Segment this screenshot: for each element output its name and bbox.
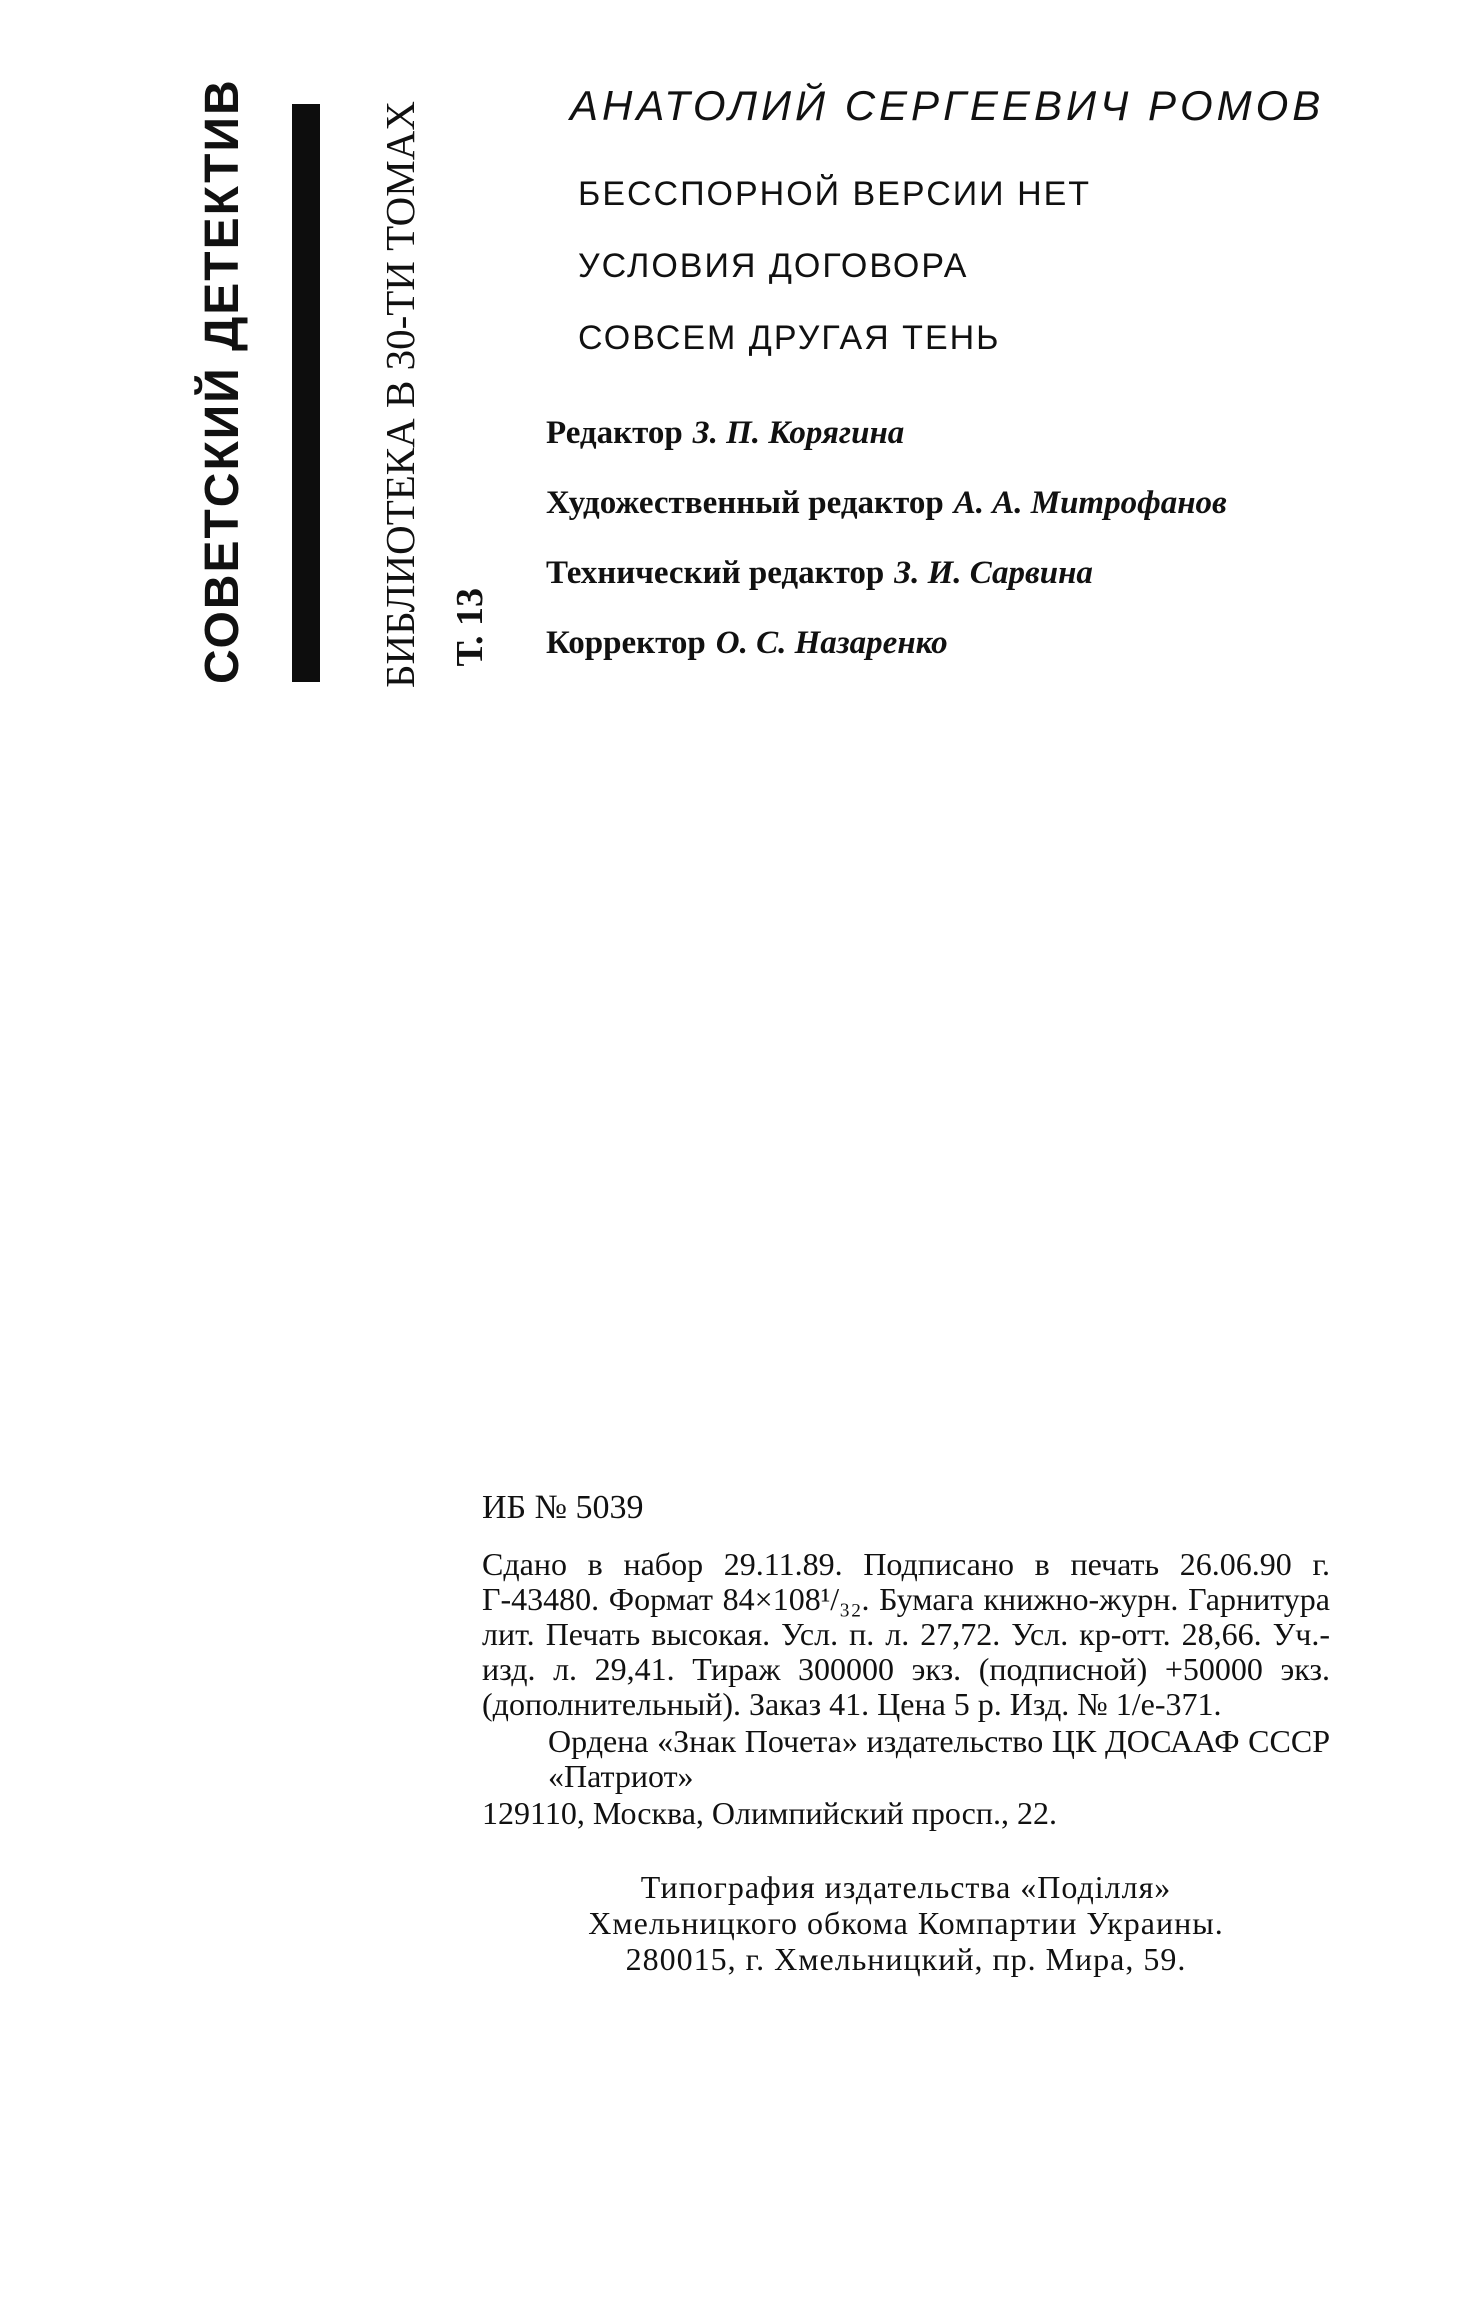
- credit-role: Редактор: [546, 415, 683, 451]
- credit-person: З. П. Корягина: [692, 415, 905, 451]
- work-title: УСЛОВИЯ ДОГОВОРА: [578, 247, 969, 285]
- ib-number: ИБ № 5039: [482, 1489, 644, 1526]
- credit-role: Художественный редактор: [546, 485, 944, 521]
- series-title: СОВЕТСКИЙ ДЕТЕКТИВ: [196, 78, 249, 684]
- work-titles-list: [578, 158, 1091, 374]
- author-name: АНАТОЛИЙ СЕРГЕЕВИЧ РОМОВ: [570, 82, 1325, 129]
- work-title: СОВСЕМ ДРУГАЯ ТЕНЬ: [578, 319, 1001, 357]
- credit-person: А. А. Митрофанов: [953, 485, 1227, 521]
- credits-list: [546, 398, 1227, 678]
- volume-number: Т. 13: [449, 588, 491, 667]
- series-divider-bar: [292, 104, 320, 682]
- credit-line: [546, 538, 1227, 608]
- publisher-name: Ордена «Знак Почета» издательство ЦК ДОСААФ СССР «Патриот»: [548, 1723, 1330, 1794]
- library-title: БИБЛИОТЕКА В 30-ТИ ТОМАХ: [377, 101, 423, 688]
- credit-line: [546, 398, 1227, 468]
- publisher-address: 129110, Москва, Олимпийский просп., 22.: [482, 1795, 1057, 1831]
- credit-line: [546, 608, 1227, 678]
- credit-line: [546, 468, 1227, 538]
- printer-line: Типография издательства «Поділля»: [640, 1869, 1172, 1905]
- credit-person: О. С. Назаренко: [715, 625, 948, 661]
- credit-role: Корректор: [546, 625, 706, 661]
- work-title: БЕССПОРНОЙ ВЕРСИИ НЕТ: [578, 175, 1092, 213]
- print-details: Сдано в набор 29.11.89. Подписано в печать 26.06.90 г. Г-43480. Формат 84×108¹/₃₂. Бумага книжно-журн. Гарнитура лит. Печать высокая. Усл. п. л. 27,72. Усл. кр-отт. 28,66. Уч.-изд. л. 29,41. Тираж 300000 экз. (подписной) +50000 экз. (дополнительный). Заказ 41. Цена 5 р. Изд. № 1/е-371.: [482, 1546, 1330, 1722]
- credit-role: Технический редактор: [546, 555, 885, 591]
- printer-info: [482, 1869, 1330, 1977]
- imprint-block: [482, 1490, 1330, 1977]
- printer-line: 280015, г. Хмельницкий, пр. Мира, 59.: [625, 1941, 1187, 1977]
- printer-line: Хмельницкого обкома Компартии Украины.: [588, 1905, 1224, 1941]
- credit-person: З. И. Сарвина: [894, 555, 1093, 591]
